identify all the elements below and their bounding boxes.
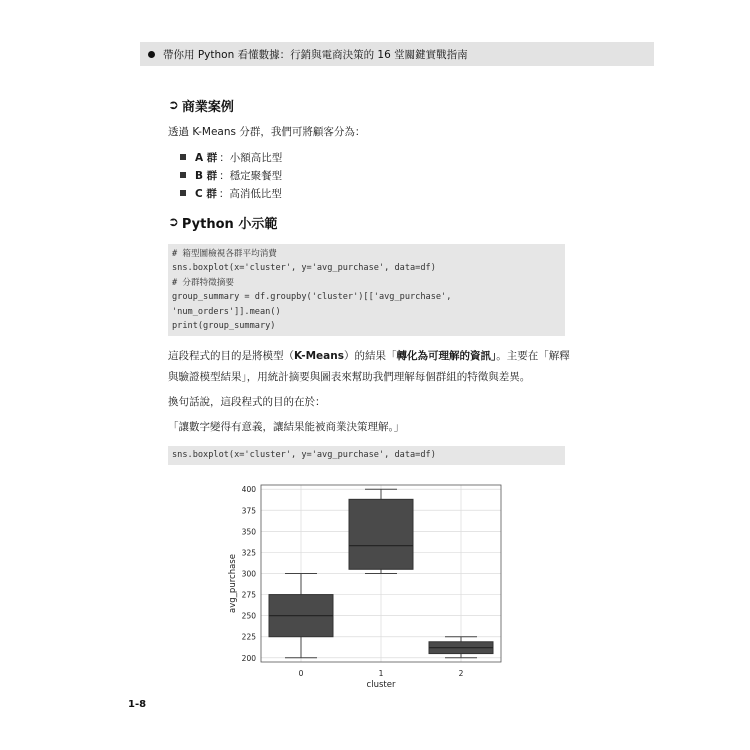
code-block-single	[168, 446, 565, 465]
list-item	[180, 166, 282, 184]
y-tick-label: 325	[241, 548, 256, 558]
cluster-list	[180, 148, 282, 202]
list-item	[180, 148, 282, 166]
page-header	[140, 42, 654, 66]
code-block	[168, 244, 565, 336]
code-line: # 分群特徵摘要	[172, 277, 234, 288]
intro-paragraph: 透過 K-Means 分群，我們可將顧客分為：	[168, 126, 366, 138]
summary-lead: 換句話說，這段程式的目的在於：	[168, 396, 326, 408]
y-tick-label: 400	[241, 485, 256, 495]
item-label: A 群	[195, 151, 218, 164]
explanation-paragraph	[168, 346, 578, 388]
item-text: ：小額高比型	[219, 151, 283, 164]
y-tick-label: 375	[241, 506, 256, 516]
code-line: # 箱型圖檢視各群平均消費	[172, 249, 277, 259]
box-1	[349, 489, 413, 573]
square-bullet-icon	[180, 190, 186, 196]
y-tick-label: 225	[241, 632, 256, 642]
y-tick-label: 275	[241, 590, 256, 600]
code-line: 'num_orders']].mean()	[172, 306, 281, 317]
code-line: group_summary = df.groupby('cluster')[['avg_purchase',	[172, 292, 452, 303]
text-span: K-Means	[294, 350, 344, 362]
item-text: ：高消低比型	[218, 187, 282, 200]
circled-arrow-icon: ➲	[168, 98, 179, 113]
x-tick-label: 0	[298, 669, 304, 678]
header-title: 帶你用 Python 看懂數據：行銷與電商決策的 16 堂關鍵實戰指南	[163, 48, 468, 61]
square-bullet-icon	[180, 154, 186, 160]
heading-business-case	[168, 96, 234, 115]
box-0	[269, 574, 333, 658]
text-span: 。主要在「解釋與驗證模型結果」，用統計摘要與圖表來幫助我們理解每個群組的特徵與差異。	[168, 350, 570, 383]
heading-text: Python 小示範	[181, 217, 278, 232]
code-line: print(group_summary)	[172, 320, 276, 331]
item-label: B 群	[195, 169, 218, 182]
y-tick-label: 350	[241, 527, 256, 537]
box-2	[429, 637, 493, 658]
heading-text: 商業案例	[181, 100, 234, 115]
circled-arrow-icon: ➲	[168, 215, 179, 230]
text-span: ）的結果「	[343, 350, 397, 362]
list-item	[180, 184, 282, 202]
x-tick-label: 2	[458, 669, 464, 678]
box-body	[349, 499, 413, 569]
x-axis-label: cluster	[366, 680, 396, 690]
text-span: 轉化為可理解的資訊」	[396, 350, 497, 362]
code-line: sns.boxplot(x='cluster', y='avg_purchase', data=df)	[172, 263, 436, 274]
y-tick-label: 300	[241, 569, 256, 579]
square-bullet-icon	[180, 172, 186, 178]
summary-quote: 「讓數字變得有意義，讓結果能被商業決策理解。」	[168, 421, 405, 433]
item-text: ：穩定聚餐型	[219, 169, 283, 182]
item-label: C 群	[195, 187, 217, 200]
bullet-dot-icon	[148, 51, 155, 58]
y-tick-label: 250	[241, 611, 256, 621]
code-line: sns.boxplot(x='cluster', y='avg_purchase', data=df)	[172, 450, 436, 460]
heading-python-demo	[168, 213, 277, 232]
page-number: 1-8	[128, 699, 147, 710]
y-tick-label: 200	[241, 653, 256, 663]
boxplot-chart	[220, 478, 520, 693]
y-axis-label: avg_purchase	[228, 554, 238, 613]
text-span: 這段程式的目的是將模型（	[168, 350, 294, 362]
x-tick-label: 1	[378, 669, 384, 678]
